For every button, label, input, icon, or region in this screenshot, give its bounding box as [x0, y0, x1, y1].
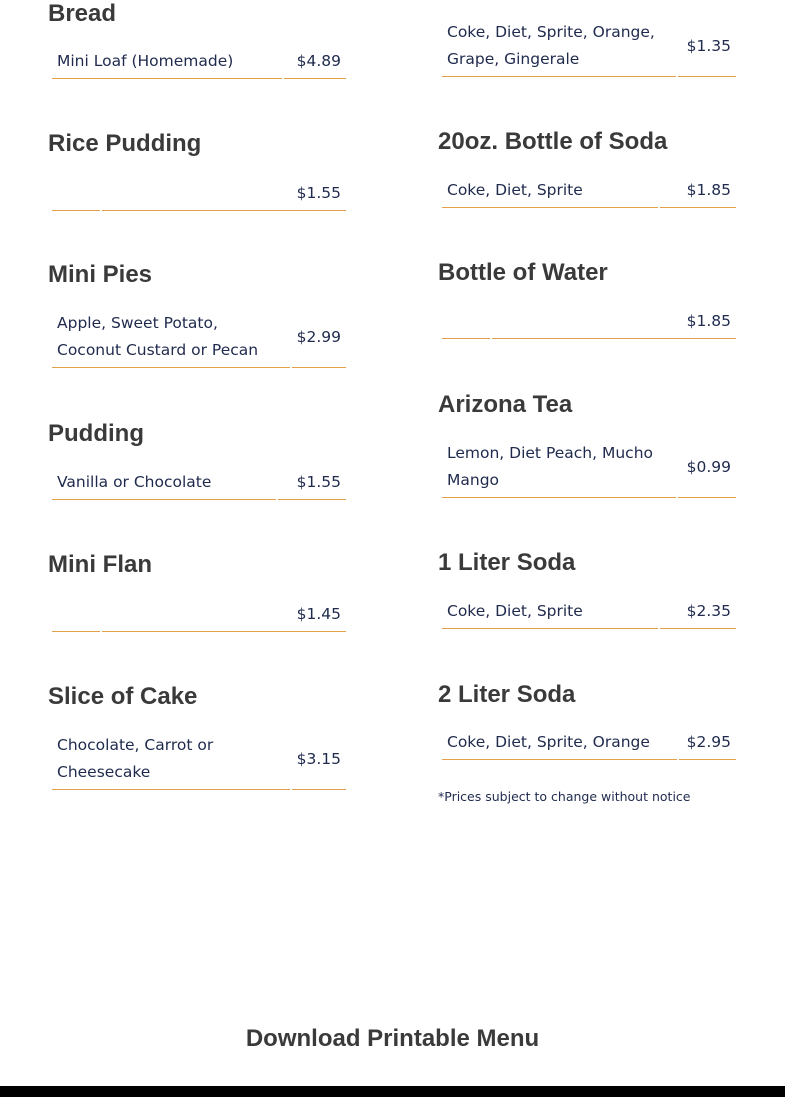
- menu-table: [50, 729, 348, 790]
- table-row: [52, 307, 346, 368]
- table-row: [52, 597, 346, 632]
- item-price: $1.45: [102, 597, 346, 632]
- table-row: [442, 594, 736, 629]
- item-description: Mini Loaf (Homemade): [52, 44, 282, 79]
- table-row: [442, 725, 736, 760]
- item-description: Chocolate, Carrot or Cheesecake: [52, 729, 290, 790]
- download-menu-link[interactable]: Download Printable Menu: [245, 1025, 540, 1052]
- section-title: Bread: [48, 0, 117, 27]
- menu-table: [50, 597, 348, 632]
- menu-section-1-liter-soda: [438, 549, 738, 620]
- item-price: $3.15: [292, 729, 346, 790]
- table-row: [52, 729, 346, 790]
- item-price: $1.85: [660, 173, 736, 208]
- section-title: 1 Liter Soda: [438, 549, 576, 576]
- table-row: [442, 173, 736, 208]
- menu-table: [440, 173, 738, 208]
- section-title: Bottle of Water: [438, 259, 608, 286]
- menu-table: [440, 304, 738, 339]
- menu-table: [440, 437, 738, 498]
- item-price: $2.35: [660, 594, 736, 629]
- table-row: [52, 465, 346, 500]
- section-title: Rice Pudding: [48, 130, 202, 157]
- section-title: 2 Liter Soda: [438, 681, 576, 708]
- menu-section-mini-flan: [48, 551, 348, 623]
- item-description: [52, 597, 100, 632]
- menu-table: [440, 725, 738, 760]
- item-description: Coke, Diet, Sprite, Orange, Grape, Gingerale: [442, 16, 676, 77]
- item-price: $4.89: [284, 44, 346, 79]
- item-price: $1.55: [102, 176, 346, 211]
- item-description: [442, 304, 490, 339]
- item-price: $0.99: [678, 437, 736, 498]
- item-price: $1.85: [492, 304, 736, 339]
- price-disclaimer: *Prices subject to change without notice: [438, 789, 691, 804]
- menu-section-pudding: [48, 420, 348, 491]
- table-row: [442, 437, 736, 498]
- item-description: Vanilla or Chocolate: [52, 465, 276, 500]
- item-description: Coke, Diet, Sprite: [442, 594, 658, 629]
- table-row: [442, 304, 736, 339]
- menu-table: [440, 16, 738, 77]
- section-title: Mini Pies: [48, 261, 153, 288]
- menu-table: [50, 307, 348, 368]
- item-price: $2.99: [292, 307, 346, 368]
- item-description: Apple, Sweet Potato, Coconut Custard or Pecan: [52, 307, 290, 368]
- menu-section-rice-pudding: [48, 130, 348, 202]
- menu-section-mini-pies: [48, 261, 348, 359]
- menu-table: [440, 594, 738, 629]
- item-description: Lemon, Diet Peach, Mucho Mango: [442, 437, 676, 498]
- menu-section-20oz-bottle-of-soda: [438, 128, 738, 199]
- footer-bar: [0, 1086, 785, 1097]
- menu-section-slice-of-cake: [48, 683, 348, 781]
- item-description: [52, 176, 100, 211]
- menu-section-bread: [48, 0, 348, 70]
- menu-table: [50, 176, 348, 211]
- item-price: $1.35: [678, 16, 736, 77]
- section-title: Mini Flan: [48, 551, 152, 578]
- section-title: Arizona Tea: [438, 391, 573, 418]
- menu-section-bottle-of-water: [438, 259, 738, 330]
- menu-table: [50, 465, 348, 500]
- item-price: $2.95: [679, 725, 736, 760]
- item-description: Coke, Diet, Sprite, Orange: [442, 725, 677, 760]
- menu-section-2-liter-soda: [438, 681, 738, 751]
- section-title: Slice of Cake: [48, 683, 198, 710]
- item-description: Coke, Diet, Sprite: [442, 173, 658, 208]
- section-title: 20oz. Bottle of Soda: [438, 128, 668, 155]
- menu-table: [50, 44, 348, 79]
- section-title: Pudding: [48, 420, 144, 447]
- table-row: [442, 16, 736, 77]
- table-row: [52, 44, 346, 79]
- menu-section-arizona-tea: [438, 391, 738, 489]
- item-price: $1.55: [278, 465, 346, 500]
- table-row: [52, 176, 346, 211]
